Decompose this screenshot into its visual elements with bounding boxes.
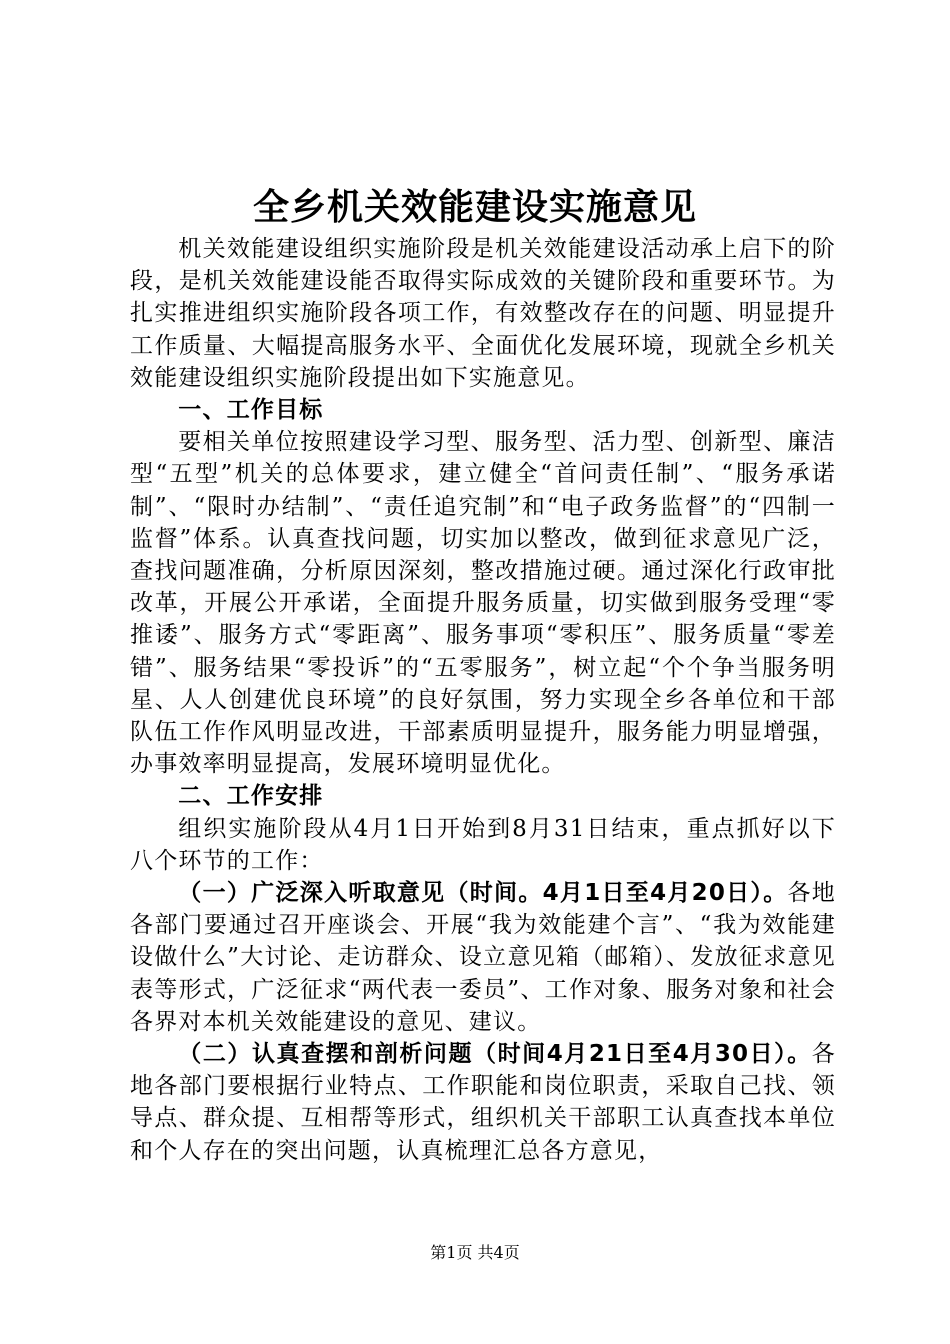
section-heading-goals: 一、工作目标 [178,397,324,424]
arrangement-paragraph: 组织实施阶段从4月1日开始到8月31日结束，重点抓好以下八个环节的工作： [130,815,836,874]
item2-paragraph [130,1038,836,1167]
item1-heading: （一）广泛深入听取意见（时间。4月1日至4月20日）。 [178,880,788,907]
item2-text: 各地各部门要根据行业特点、工作职能和岗位职责，采取自己找、领导点、群众提、互相帮等形式，组织机关干部职工认真查找本单位和个人存在的突出问题，认真梳理汇总各方意见， [130,1041,836,1164]
document-body [130,233,836,1167]
goals-paragraph: 要相关单位按照建设学习型、服务型、活力型、创新型、廉洁型“五型”机关的总体要求，建立健全“首问责任制”、“服务承诺制”、“限时办结制”、“责任追究制”和“电子政务监督”的“四制一监督”体系。认真查找问题，切实加以整改，做到征求意见广泛，查找问题准确，分析原因深刻，整改措施过硬。通过深化行政审批改革，开展公开承诺，全面提升服务质量，切实做到服务受理“零推诿”、服务方式“零距离”、服务事项“零积压”、服务质量“零差错”、服务结果“零投诉”的“五零服务”，树立起“个个争当服务明星、人人创建优良环境”的良好氛围，努力实现全乡各单位和干部队伍工作作风明显改进，干部素质明显提升，服务能力明显增强，办事效率明显提高，发展环境明显优化。 [130,429,836,778]
document-title: 全乡机关效能建设实施意见 [252,187,697,228]
item2-heading: （二）认真查摆和剖析问题（时间4月21日至4月30日）。 [178,1041,812,1068]
intro-paragraph: 机关效能建设组织实施阶段是机关效能建设活动承上启下的阶段，是机关效能建设能否取得实际成效的关键阶段和重要环节。为扎实推进组织实施阶段各项工作，有效整改存在的问题、明显提升工作质量、大幅提高服务水平、全面优化发展环境，现就全乡机关效能建设组织实施阶段提出如下实施意见。 [130,236,836,391]
section-heading-arrangement: 二、工作安排 [178,783,324,810]
page-footer: 第1页 共4页 [430,1243,520,1262]
item1-paragraph [130,877,836,1038]
item1-text: 各地各部门要通过召开座谈会、开展“我为效能建个言”、“我为效能建设做什么”大讨论、走访群众、设立意见箱（邮箱）、发放征求意见表等形式，广泛征求“两代表一委员”、工作对象、服务对象和社会各界对本机关效能建设的意见、建议。 [130,880,837,1035]
